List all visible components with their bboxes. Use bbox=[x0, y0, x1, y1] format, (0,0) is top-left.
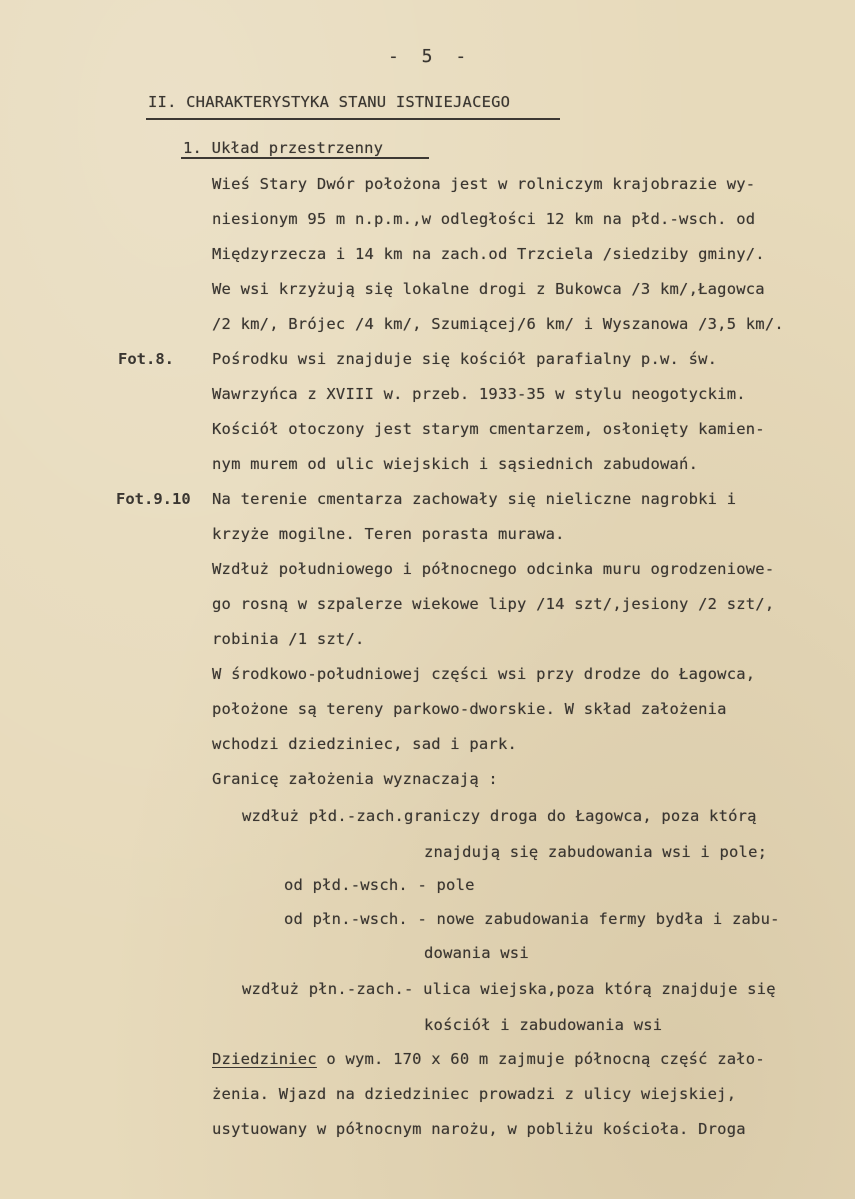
text-line: Wieś Stary Dwór położona jest w rolniczym krajobrazie wy- bbox=[212, 175, 756, 193]
text-line: krzyże mogilne. Teren porasta murawa. bbox=[212, 525, 565, 543]
text-line: nym murem od ulic wiejskich i sąsiednich zabudowań. bbox=[212, 455, 699, 473]
chapter-heading: II. CHARAKTERYSTYKA STANU ISTNIEJACEGO bbox=[148, 93, 511, 111]
text-line: znajdują się zabudowania wsi i pole; bbox=[424, 843, 768, 861]
text-line: Pośrodku wsi znajduje się kościół parafialny p.w. św. bbox=[212, 350, 718, 368]
text-line: żenia. Wjazd na dziedziniec prowadzi z ulicy wiejskiej, bbox=[212, 1085, 737, 1103]
section-heading: 1. Układ przestrzenny bbox=[183, 139, 384, 157]
text-line: Na terenie cmentarza zachowały się nieliczne nagrobki i bbox=[212, 490, 737, 508]
underlined-term: Dziedziniec bbox=[212, 1050, 317, 1068]
text-line: Kościół otoczony jest starym cmentarzem, osłonięty kamien- bbox=[212, 420, 765, 438]
text-line: Wawrzyńca z XVIII w. przeb. 1933-35 w stylu neogotyckim. bbox=[212, 385, 746, 403]
text-line: dowania wsi bbox=[424, 944, 529, 962]
text-line: położone są tereny parkowo-dworskie. W skład założenia bbox=[212, 700, 727, 718]
text-line: wzdłuż płd.-zach.graniczy droga do Łagowca, poza którą bbox=[242, 807, 757, 825]
text-line: od płd.-wsch. - pole bbox=[284, 876, 475, 894]
text-line: We wsi krzyżują się lokalne drogi z Bukowca /3 km/,Łagowca bbox=[212, 280, 765, 298]
text-line: /2 km/, Brójec /4 km/, Szumiącej/6 km/ i Wyszanowa /3,5 km/. bbox=[212, 315, 784, 333]
text-line: go rosną w szpalerze wiekowe lipy /14 szt/,jesiony /2 szt/, bbox=[212, 595, 775, 613]
text-line: W środkowo-południowej części wsi przy drodze do Łagowca, bbox=[212, 665, 756, 683]
margin-note-photo: Fot.8. bbox=[118, 350, 174, 368]
text-line bbox=[212, 1050, 765, 1068]
chapter-heading-underline bbox=[146, 118, 560, 120]
text-line: niesionym 95 m n.p.m.,w odległości 12 km na płd.-wsch. od bbox=[212, 210, 756, 228]
section-heading-underline bbox=[181, 157, 429, 159]
text-line: Międzyrzecza i 14 km na zach.od Trzciela /siedziby gminy/. bbox=[212, 245, 765, 263]
margin-note-photo: Fot.9.10 bbox=[116, 490, 191, 508]
text-line: od płn.-wsch. - nowe zabudowania fermy bydła i zabu- bbox=[284, 910, 780, 928]
text-line: robinia /1 szt/. bbox=[212, 630, 365, 648]
page-number: - 5 - bbox=[388, 46, 473, 67]
text-span: o wym. 170 x 60 m zajmuje północną część zało- bbox=[316, 1050, 765, 1068]
text-line: usytuowany w północnym narożu, w pobliżu kościoła. Droga bbox=[212, 1120, 746, 1138]
text-line: wchodzi dziedziniec, sad i park. bbox=[212, 735, 518, 753]
text-line: wzdłuż płn.-zach.- ulica wiejska,poza którą znajduje się bbox=[242, 980, 776, 998]
text-line: Wzdłuż południowego i północnego odcinka muru ogrodzeniowe- bbox=[212, 560, 775, 578]
text-line: kościół i zabudowania wsi bbox=[424, 1016, 663, 1034]
text-line: Granicę założenia wyznaczają : bbox=[212, 770, 498, 788]
